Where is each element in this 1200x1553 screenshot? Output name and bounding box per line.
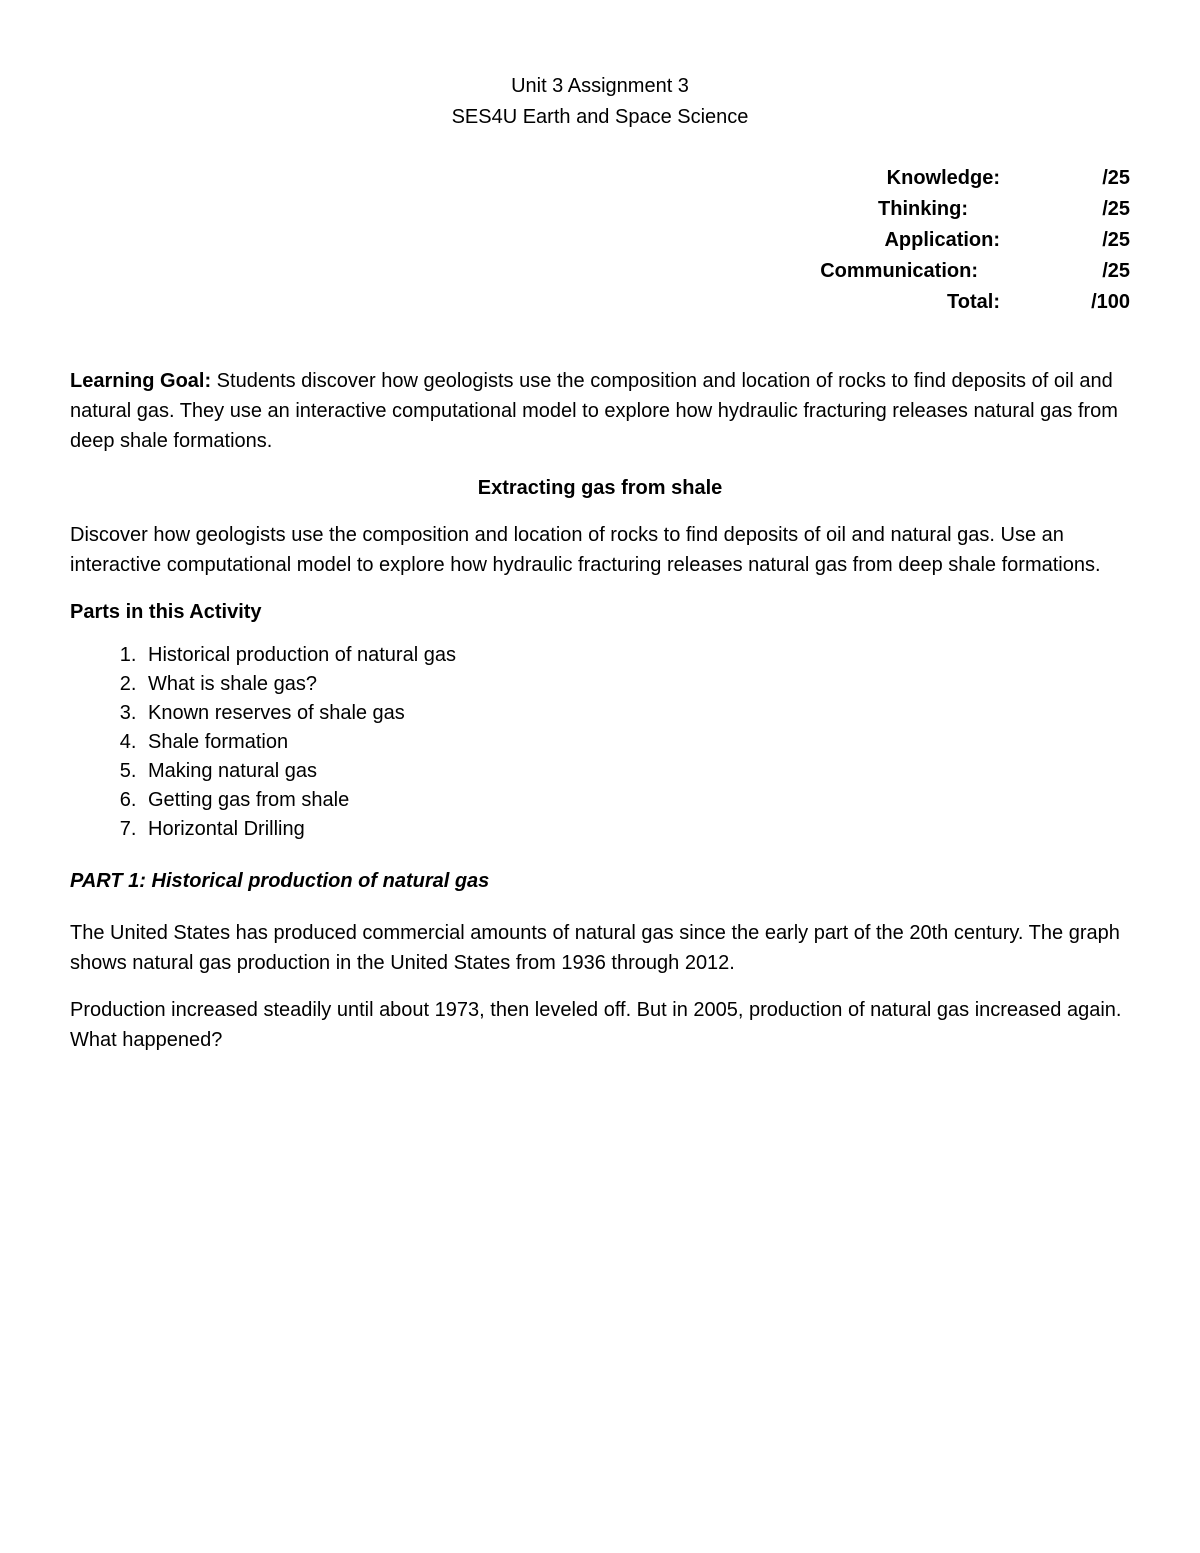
part1-heading: PART 1: Historical production of natural gas [70,870,490,892]
parts-list [70,641,1130,844]
marks-breakdown [710,163,1130,318]
document-header [0,71,1200,133]
intro-paragraph: Discover how geologists use the composition and location of rocks to find deposits of oil and natural gas. Use an interactive computational model to explore how hydraulic fracturing releases natural gas from deep shale formations. [70,524,1101,576]
section-title: Extracting gas from shale [477,477,723,499]
part1-paragraph-2: Production increased steadily until about 1973, then leveled off. But in 2005, production of natural gas increased again. What happened? [70,999,1122,1051]
mark-label: Application: [884,229,1000,251]
mark-value: /100 [1091,291,1130,313]
mark-label: Knowledge: [886,167,1000,189]
mark-value: /25 [1102,167,1130,189]
mark-row-communication [710,256,1130,287]
list-item: 3. Known reserves of shale gas [142,699,1130,728]
mark-label: Total: [947,291,1000,313]
course-title: SES4U Earth and Space Science [451,106,749,128]
list-item: 2. What is shale gas? [142,670,1130,699]
list-item: 7. Horizontal Drilling [142,815,1130,844]
document-body [70,366,1130,1072]
mark-label: Thinking: [878,198,968,220]
learning-goal-label: Learning Goal: [70,370,212,392]
mark-row-application [710,225,1130,256]
mark-row-knowledge [710,163,1130,194]
learning-goal-text: Students discover how geologists use the composition and location of rocks to find deposits of oil and natural gas. They use an interactive computational model to explore how hydraulic fracturing releases natural gas from deep shale formations. [70,370,1118,452]
list-item: 6. Getting gas from shale [142,786,1130,815]
mark-value: /25 [1102,260,1130,282]
list-item: 1. Historical production of natural gas [142,641,1130,670]
assignment-title: Unit 3 Assignment 3 [511,75,689,97]
list-item: 5. Making natural gas [142,757,1130,786]
parts-heading: Parts in this Activity [70,601,262,623]
mark-value: /25 [1102,229,1130,251]
mark-row-total [710,287,1130,318]
mark-value: /25 [1102,198,1130,220]
learning-goal [70,366,1130,456]
mark-label: Communication: [820,260,978,282]
list-item: 4. Shale formation [142,728,1130,757]
mark-row-thinking [710,194,1130,225]
part1-paragraph-1: The United States has produced commercial amounts of natural gas since the early part of the 20th century. The graph shows natural gas production in the United States from 1936 through 2012. [70,922,1120,974]
